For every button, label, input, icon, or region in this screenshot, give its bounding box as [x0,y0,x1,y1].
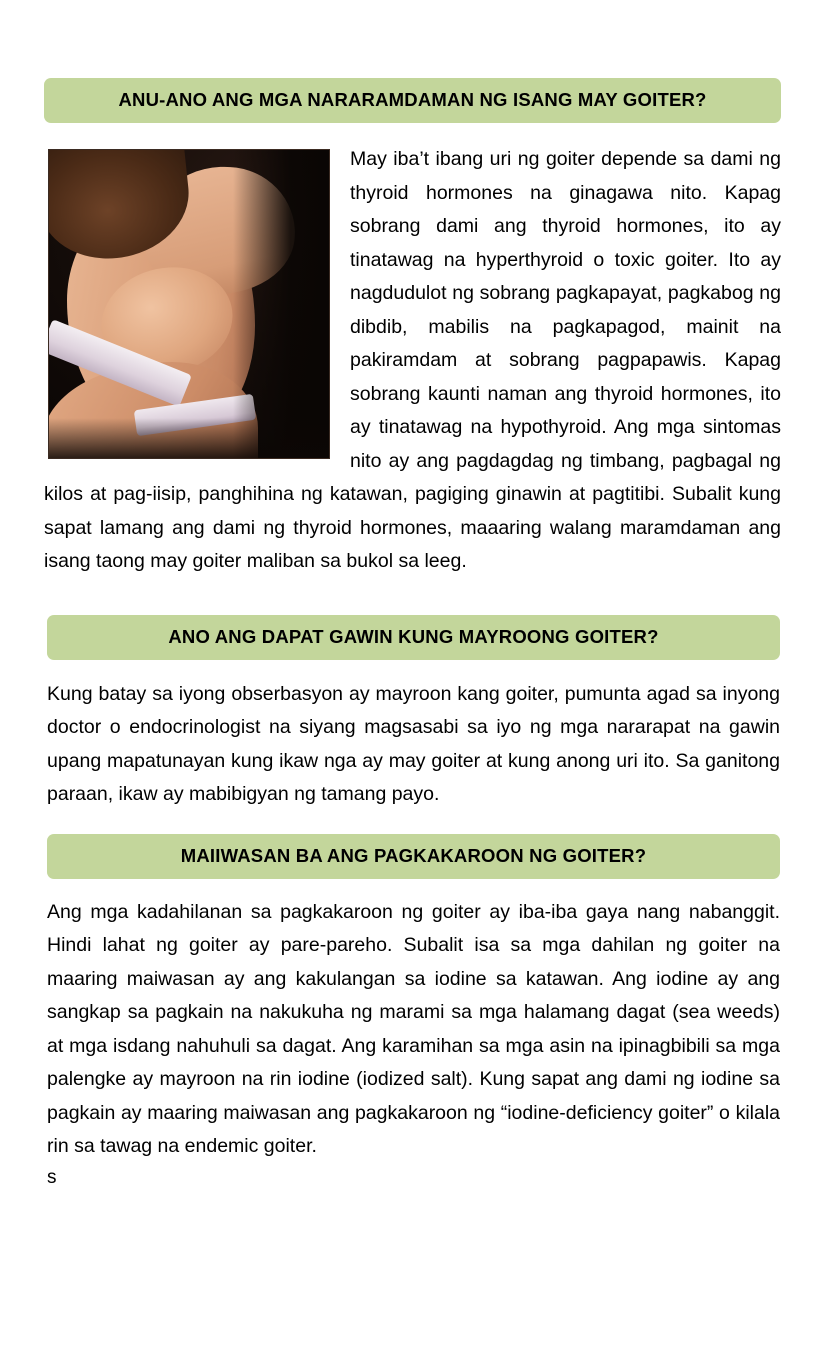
goiter-photo [48,149,330,459]
photo-shadow-right [233,150,329,459]
photo-shadow-bottom [49,418,330,458]
section-heading-what-to-do: ANO ANG DAPAT GAWIN KUNG MAYROONG GOITER? [47,615,780,660]
paragraph-symptoms: May iba’t ibang uri ng goiter depende sa dami ng thyroid hormones na ginagawa nito. Kapag sobrang dami ang thyroid hormones, ito ay tinatawag na hyperthyroid o toxic goiter. Ito ay nagdudulot ng sobrang pagkapayat, pagkabog ng dibdib, mabilis na pagkapagod, mainit na pakiramdam at sobrang pagpapawis. Kapag sobrang kaunti naman ang thyroid hormones, ito ay tinatawag na hypothyroid. Ang mga sintomas nito ay ang pagdagdag ng timbang, pagbagal ng kilos at pag-iisip, panghihina ng katawan, pagiging ginawin at pagtitibi. Subalit kung sapat lamang ang dami ng thyroid hormones, maaaring walang maramdaman ang isang taong may goiter maliban sa bukol sa leeg. [44,148,781,572]
document-page [0,78,825,1353]
section-heading-prevention: MAIIWASAN BA ANG PAGKAKAROON NG GOITER? [47,834,780,879]
paragraph-prevention: Ang mga kadahilanan sa pagkakaroon ng goiter ay iba-iba gaya nang nabanggit. Hindi lahat ng goiter ay pare-pareho. Subalit isa sa mga dahilan ng goiter na maaring maiwasan ay ang kakulangan sa iodine sa katawan. Ang iodine ay ang sangkap sa pagkain na nakukuha ng marami sa mga halamang dagat (sea weeds) at mga isdang nahuhuli sa dagat. Ang karamihan sa mga asin na ipinagbibili sa mga palengke ay mayroon na rin iodine (iodized salt). Kung sapat ang dami ng iodine sa pagkain ay maaring maiwasan ang pagkakaroon ng “iodine-deficiency goiter” o kilala rin sa tawag na endemic goiter. [47,900,780,1157]
section-heading-symptoms: ANU-ANO ANG MGA NARARAMDAMAN NG ISANG MAY GOITER? [44,78,781,123]
trailing-character: s [47,1166,57,1188]
paragraph-what-to-do: Kung batay sa iyong obserbasyon ay mayroon kang goiter, pumunta agad sa inyong doctor o endocrinologist na siyang magsasabi sa iyo ng mga nararapat na gawin upang mapatunayan kung ikaw nga ay may goiter at kung anong uri ito. Sa ganitong paraan, ikaw ay mabibigyan ng tamang payo. [47,682,780,805]
section-body-symptoms [44,143,781,579]
